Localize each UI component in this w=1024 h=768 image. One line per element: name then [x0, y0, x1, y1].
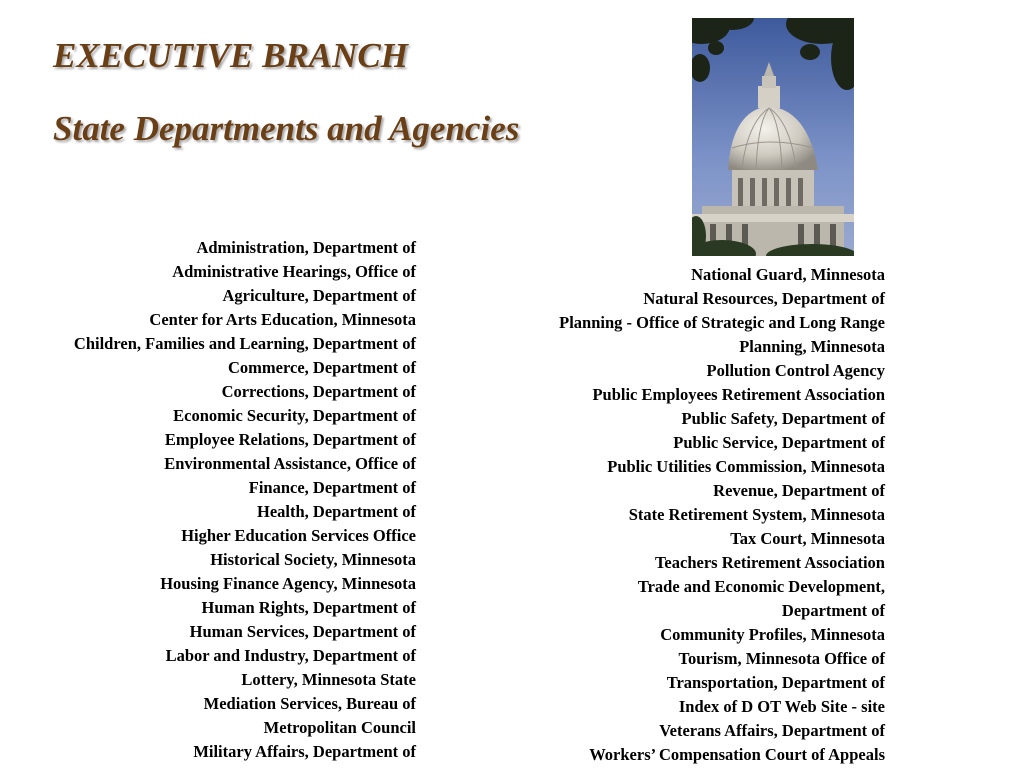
agency-link[interactable]: Children, Families and Learning, Department of — [73, 334, 416, 353]
agency-link[interactable]: Lottery, Minnesota State — [241, 670, 416, 689]
agency-link[interactable]: Center for Arts Education, Minnesota — [149, 310, 416, 329]
agency-link[interactable]: Human Services, Department of — [189, 622, 416, 641]
agency-link[interactable]: Tax Court, Minnesota — [730, 529, 885, 548]
agency-link[interactable]: Commerce, Department of — [228, 358, 416, 377]
agency-link[interactable]: Mediation Services, Bureau of — [203, 694, 416, 713]
agency-link[interactable]: Community Profiles, Minnesota — [660, 625, 885, 644]
agency-link[interactable]: Higher Education Services Office — [181, 526, 416, 545]
agency-link[interactable]: Planning, Minnesota — [739, 337, 885, 356]
page-title: EXECUTIVE BRANCH — [53, 36, 408, 75]
agency-link[interactable]: Planning - Office of Strategic and Long Range — [559, 313, 885, 332]
agency-link[interactable]: State Retirement System, Minnesota — [628, 505, 885, 524]
agency-link[interactable]: Public Utilities Commission, Minnesota — [607, 457, 885, 476]
agency-link[interactable]: Environmental Assistance, Office of — [164, 454, 416, 473]
agency-link[interactable]: Natural Resources, Department of — [643, 289, 885, 308]
agency-link[interactable]: Housing Finance Agency, Minnesota — [160, 574, 416, 593]
agency-link[interactable]: Teachers Retirement Association — [654, 553, 885, 572]
agency-link[interactable]: Pollution Control Agency — [706, 361, 885, 380]
agency-list-left — [74, 236, 416, 764]
agency-link[interactable]: Finance, Department of — [248, 478, 416, 497]
agency-link[interactable]: Historical Society, Minnesota — [210, 550, 416, 569]
agency-link[interactable]: Workers’ Compensation Court of Appeals — [589, 745, 885, 764]
agency-list-right — [559, 263, 885, 767]
agency-link[interactable]: Employee Relations, Department of — [164, 430, 416, 449]
agency-link[interactable]: Transportation, Department of — [666, 673, 885, 692]
agency-link[interactable]: Corrections, Department of — [221, 382, 416, 401]
agency-link[interactable]: Public Service, Department of — [673, 433, 885, 452]
agency-link[interactable]: Military Affairs, Department of — [193, 742, 416, 761]
agency-link[interactable]: Veterans Affairs, Department of — [659, 721, 885, 740]
agency-link[interactable]: Human Rights, Department of — [201, 598, 416, 617]
capitol-dome-photo — [692, 18, 854, 256]
agency-link[interactable]: Economic Security, Department of — [173, 406, 416, 425]
agency-link[interactable]: Metropolitan Council — [263, 718, 416, 737]
agency-link[interactable]: Tourism, Minnesota Office of — [678, 649, 885, 668]
agency-link[interactable]: Revenue, Department of — [713, 481, 885, 500]
agency-link[interactable]: Trade and Economic Development, — [637, 577, 885, 596]
agency-link[interactable]: Public Safety, Department of — [681, 409, 885, 428]
agency-link[interactable]: Public Employees Retirement Association — [592, 385, 885, 404]
agency-link[interactable]: Department of — [781, 601, 885, 620]
agency-link[interactable]: Administration, Department of — [196, 238, 416, 257]
agency-link[interactable]: Health, Department of — [256, 502, 416, 521]
agency-link[interactable]: Agriculture, Department of — [222, 286, 416, 305]
agency-link[interactable]: National Guard, Minnesota — [691, 265, 885, 284]
page-subtitle: State Departments and Agencies — [53, 109, 520, 148]
agency-link[interactable]: Administrative Hearings, Office of — [172, 262, 416, 281]
agency-link[interactable]: Index of D OT Web Site - site — [678, 697, 885, 716]
agency-link[interactable]: Labor and Industry, Department of — [165, 646, 416, 665]
